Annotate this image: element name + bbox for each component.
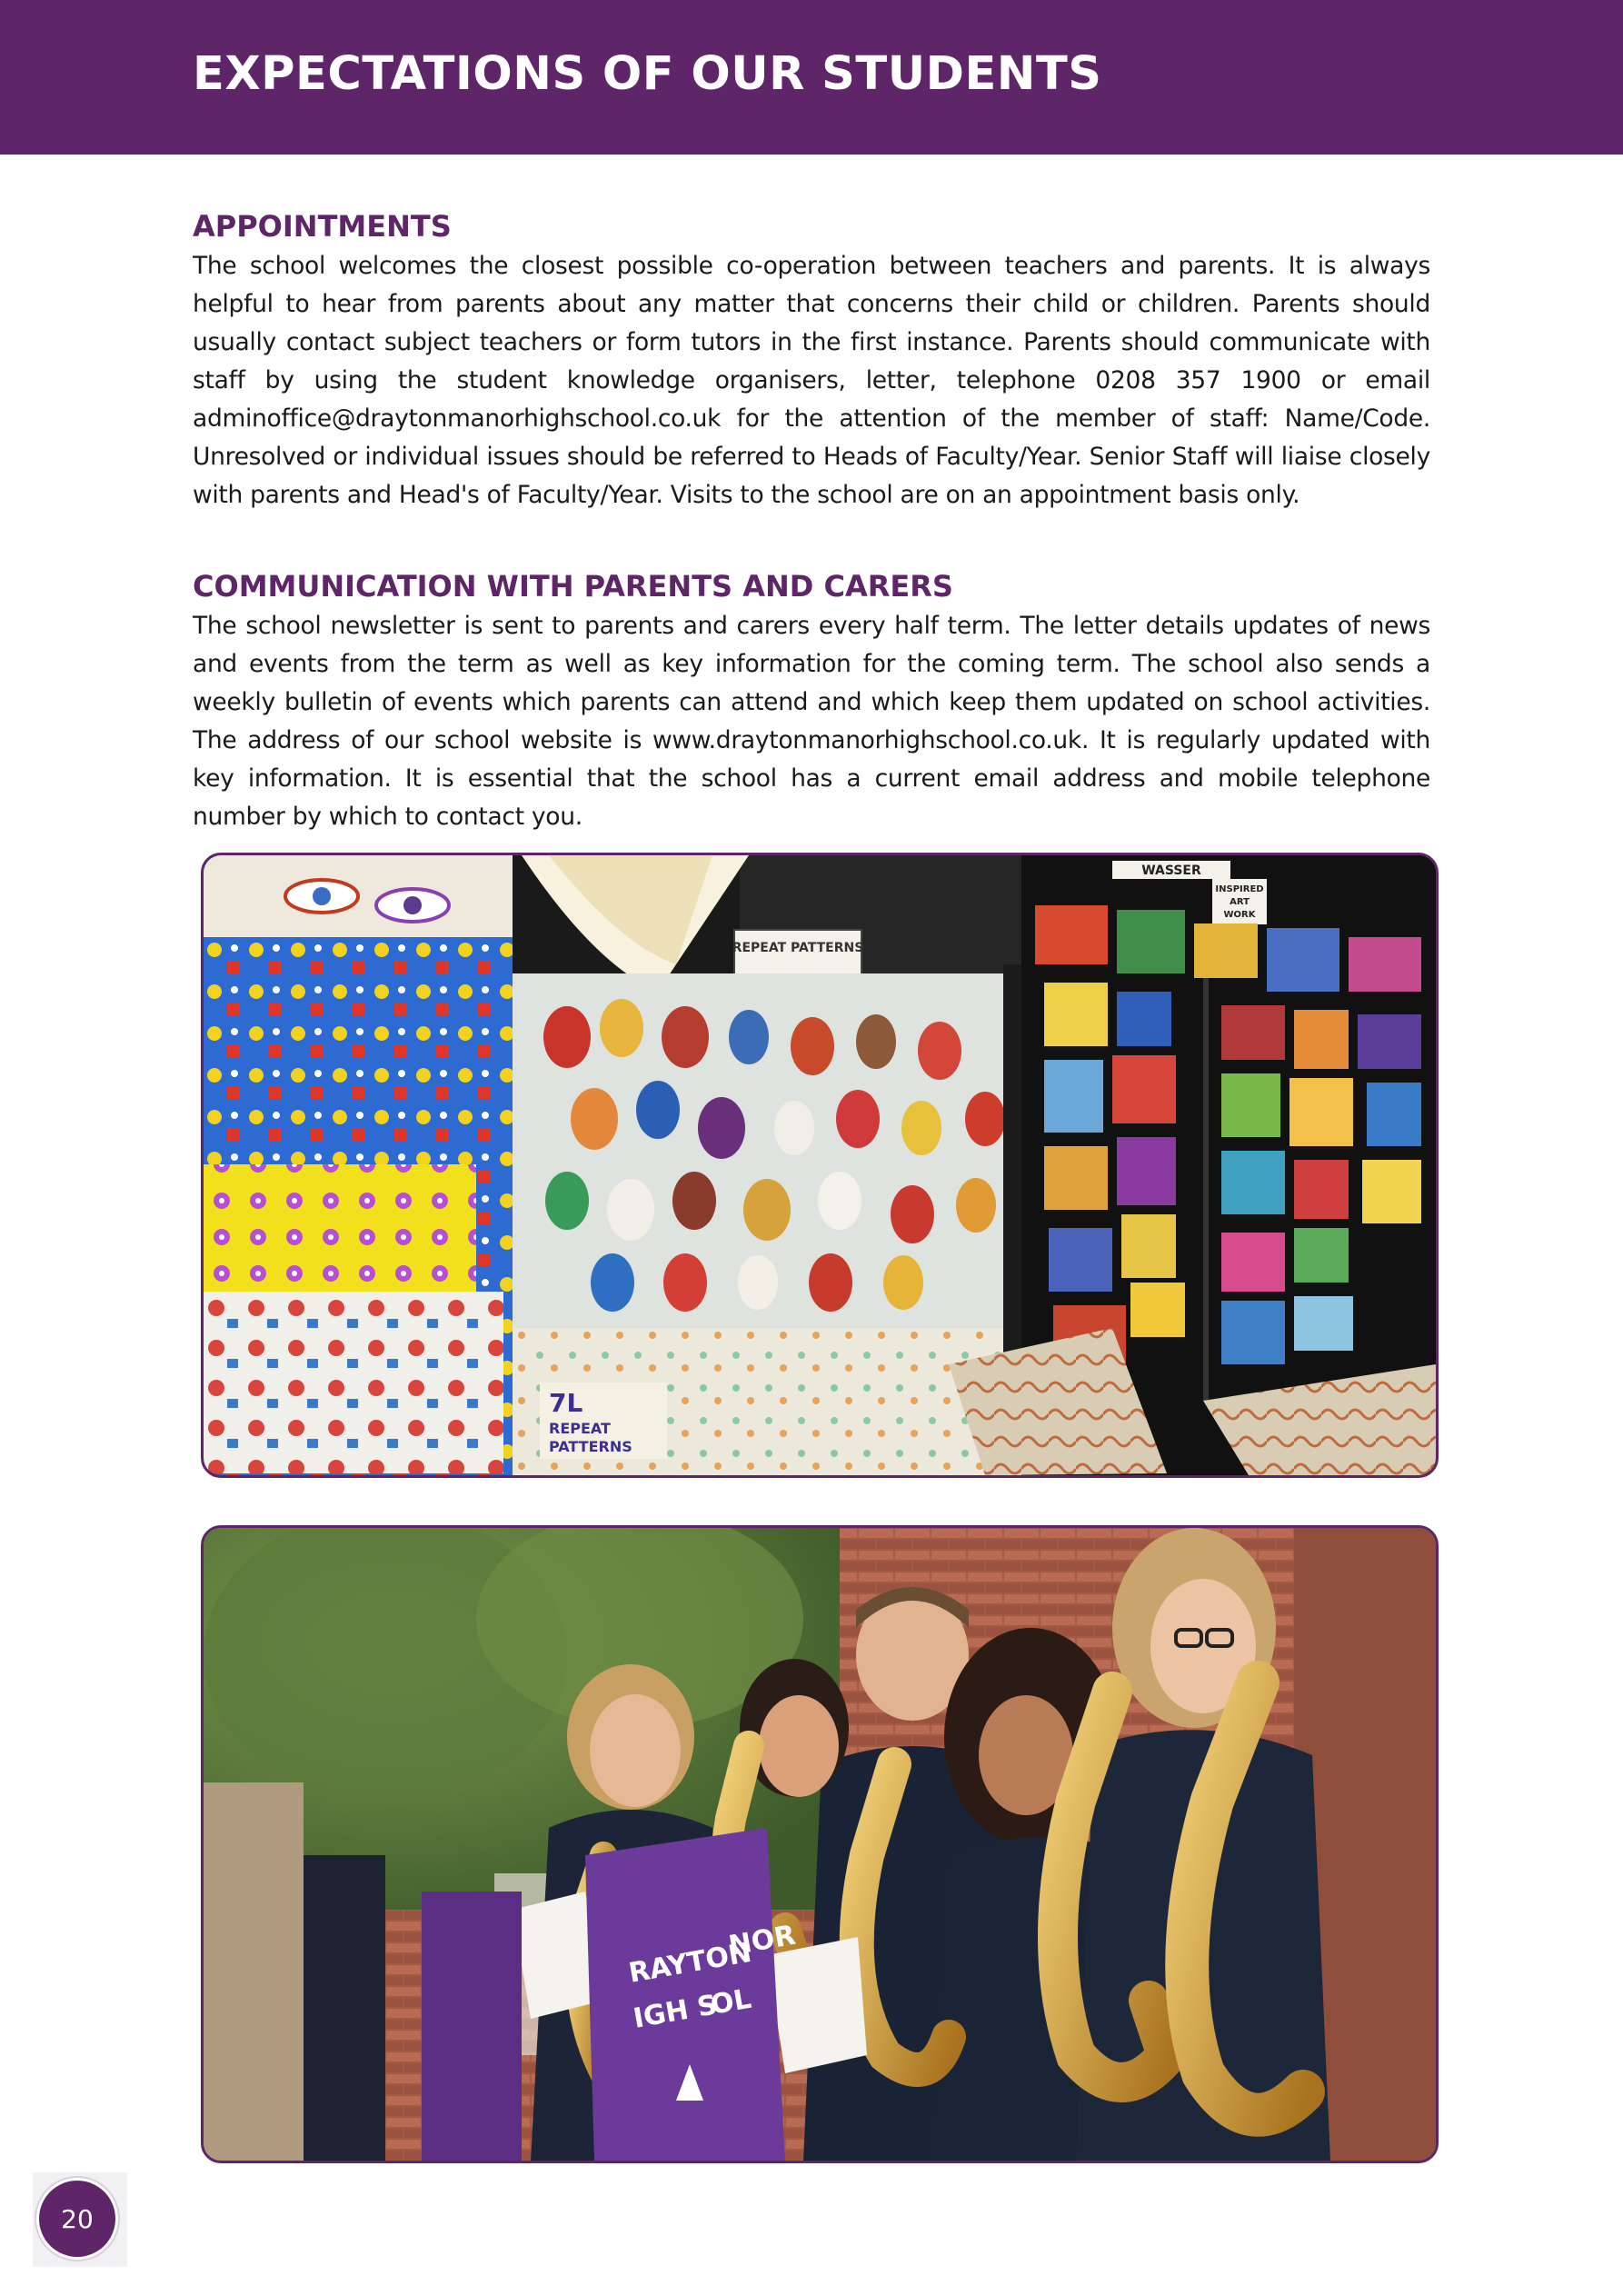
banner-text-2: IGH S xyxy=(631,1989,720,2035)
class-7l-label: 7L xyxy=(549,1388,583,1418)
wasser-sign: WASSER xyxy=(1141,863,1201,878)
communication-section xyxy=(193,569,1430,836)
repeat-patterns-sign: REPEAT PATTERNS xyxy=(732,941,864,955)
section-body: The school welcomes the closest possible co-operation between teachers and parents. It is always helpful to hear from parents about any matter that concerns their child or children. Parents should usually contact subject teachers or form tutors in the first instance. Parents should communicate with staff by using the student knowledge organisers, letter, telephone 0208 357 1900 or email adminoffice@draytonmanorhighschool.co.uk for the attention of the member of staff: Name/Code. Unresolved or individual issues should be referred to Heads of Faculty/Year. Senior Staff will liaise closely with parents and Head's of Faculty/Year. Visits to the school are on an appointment basis only. xyxy=(193,252,1430,509)
banner-text-1: RAYTON xyxy=(626,1936,754,1990)
page-title: EXPECTATIONS OF OUR STUDENTS xyxy=(193,47,1102,101)
page-number: 20 xyxy=(39,2181,115,2257)
section-heading: APPOINTMENTS xyxy=(193,209,452,244)
inspired-sign: INSPIRED xyxy=(1215,884,1264,894)
art-exhibition-illustration xyxy=(204,855,1436,1475)
banner-text-1b: NOR xyxy=(726,1919,798,1962)
page-number-badge xyxy=(33,2172,127,2267)
header-band xyxy=(0,0,1623,155)
appointments-section xyxy=(193,209,1430,514)
patterns-label: PATTERNS xyxy=(549,1438,632,1455)
art-sign: ART xyxy=(1230,897,1250,907)
art-exhibition-photo xyxy=(201,853,1439,1478)
section-body: The school newsletter is sent to parents and carers every half term. The letter details updates of news and events from the term as well as key information for the coming term. The school also sends a weekly bulletin of events which parents can attend and which keep them updated on school activities. The address of our school website is www.draytonmanorhighschool.co.uk. It is regularly updated with key information. It is essential that the school has a current email address and mobile telephone number by which to contact you. xyxy=(193,612,1430,831)
saxophone-band-photo xyxy=(201,1525,1439,2163)
saxophone-band-illustration xyxy=(204,1528,1436,2161)
work-sign: WORK xyxy=(1223,910,1256,920)
banner-text-2b: OL xyxy=(708,1982,754,2021)
repeat-label: REPEAT xyxy=(549,1420,611,1437)
section-heading: COMMUNICATION WITH PARENTS AND CARERS xyxy=(193,569,953,604)
